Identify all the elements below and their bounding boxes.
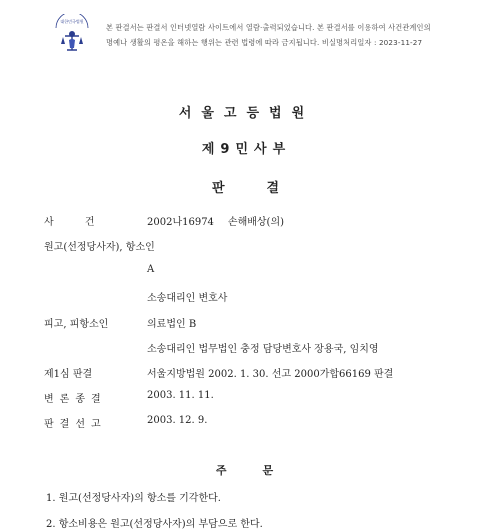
order-item-2: 2. 항소비용은 원고(선정당사자)의 부담으로 한다. bbox=[46, 519, 263, 530]
court-emblem-icon bbox=[52, 14, 92, 54]
case-info bbox=[147, 213, 284, 228]
judgment-label: 판결선고 bbox=[44, 419, 107, 430]
division-name: 제9민사부 bbox=[201, 142, 292, 157]
notice-banner bbox=[0, 0, 493, 62]
notice-text bbox=[106, 20, 486, 50]
closing-label: 변론종결 bbox=[44, 394, 107, 405]
case-number: 2002나16974 bbox=[147, 217, 214, 228]
case-label: 사 건 bbox=[44, 217, 109, 228]
order-title: 주문 bbox=[215, 464, 310, 477]
document-type: 판결 bbox=[211, 181, 322, 196]
defendant-name: 의료법인 B bbox=[147, 319, 197, 330]
notice-line-1: 본 판결서는 판결서 인터넷열람 사이트에서 열람·출력되었습니다. 본 판결서를 이용하여 사건관계인의 bbox=[106, 23, 431, 32]
plaintiff-name: A bbox=[147, 264, 155, 275]
closing-date: 2003. 11. 11. bbox=[147, 390, 214, 401]
first-instance-label: 제1심 판결 bbox=[44, 369, 93, 380]
notice-line-2: 명예나 생활의 평온을 해하는 행위는 관련 법령에 따라 금지됩니다. 비실명처리일자 : 2023-11-27 bbox=[106, 38, 423, 47]
svg-text:대한민국법원: 대한민국법원 bbox=[60, 19, 84, 24]
judgment-date: 2003. 12. 9. bbox=[147, 415, 208, 426]
defendant-label: 피고, 피항소인 bbox=[44, 319, 109, 330]
first-instance-value: 서울지방법원 2002. 1. 30. 선고 2000가합66169 판결 bbox=[147, 369, 394, 380]
defendant-counsel: 소송대리인 법무법인 충정 담당변호사 장용국, 임치영 bbox=[147, 344, 379, 355]
court-name: 서울고등법원 bbox=[178, 106, 315, 121]
case-name: 손해배상(의) bbox=[227, 217, 285, 228]
order-item-1: 1. 원고(선정당사자)의 항소를 기각한다. bbox=[46, 493, 221, 504]
plaintiff-counsel: 소송대리인 변호사 bbox=[147, 293, 228, 304]
plaintiff-label: 원고(선정당사자), 항소인 bbox=[44, 242, 155, 253]
